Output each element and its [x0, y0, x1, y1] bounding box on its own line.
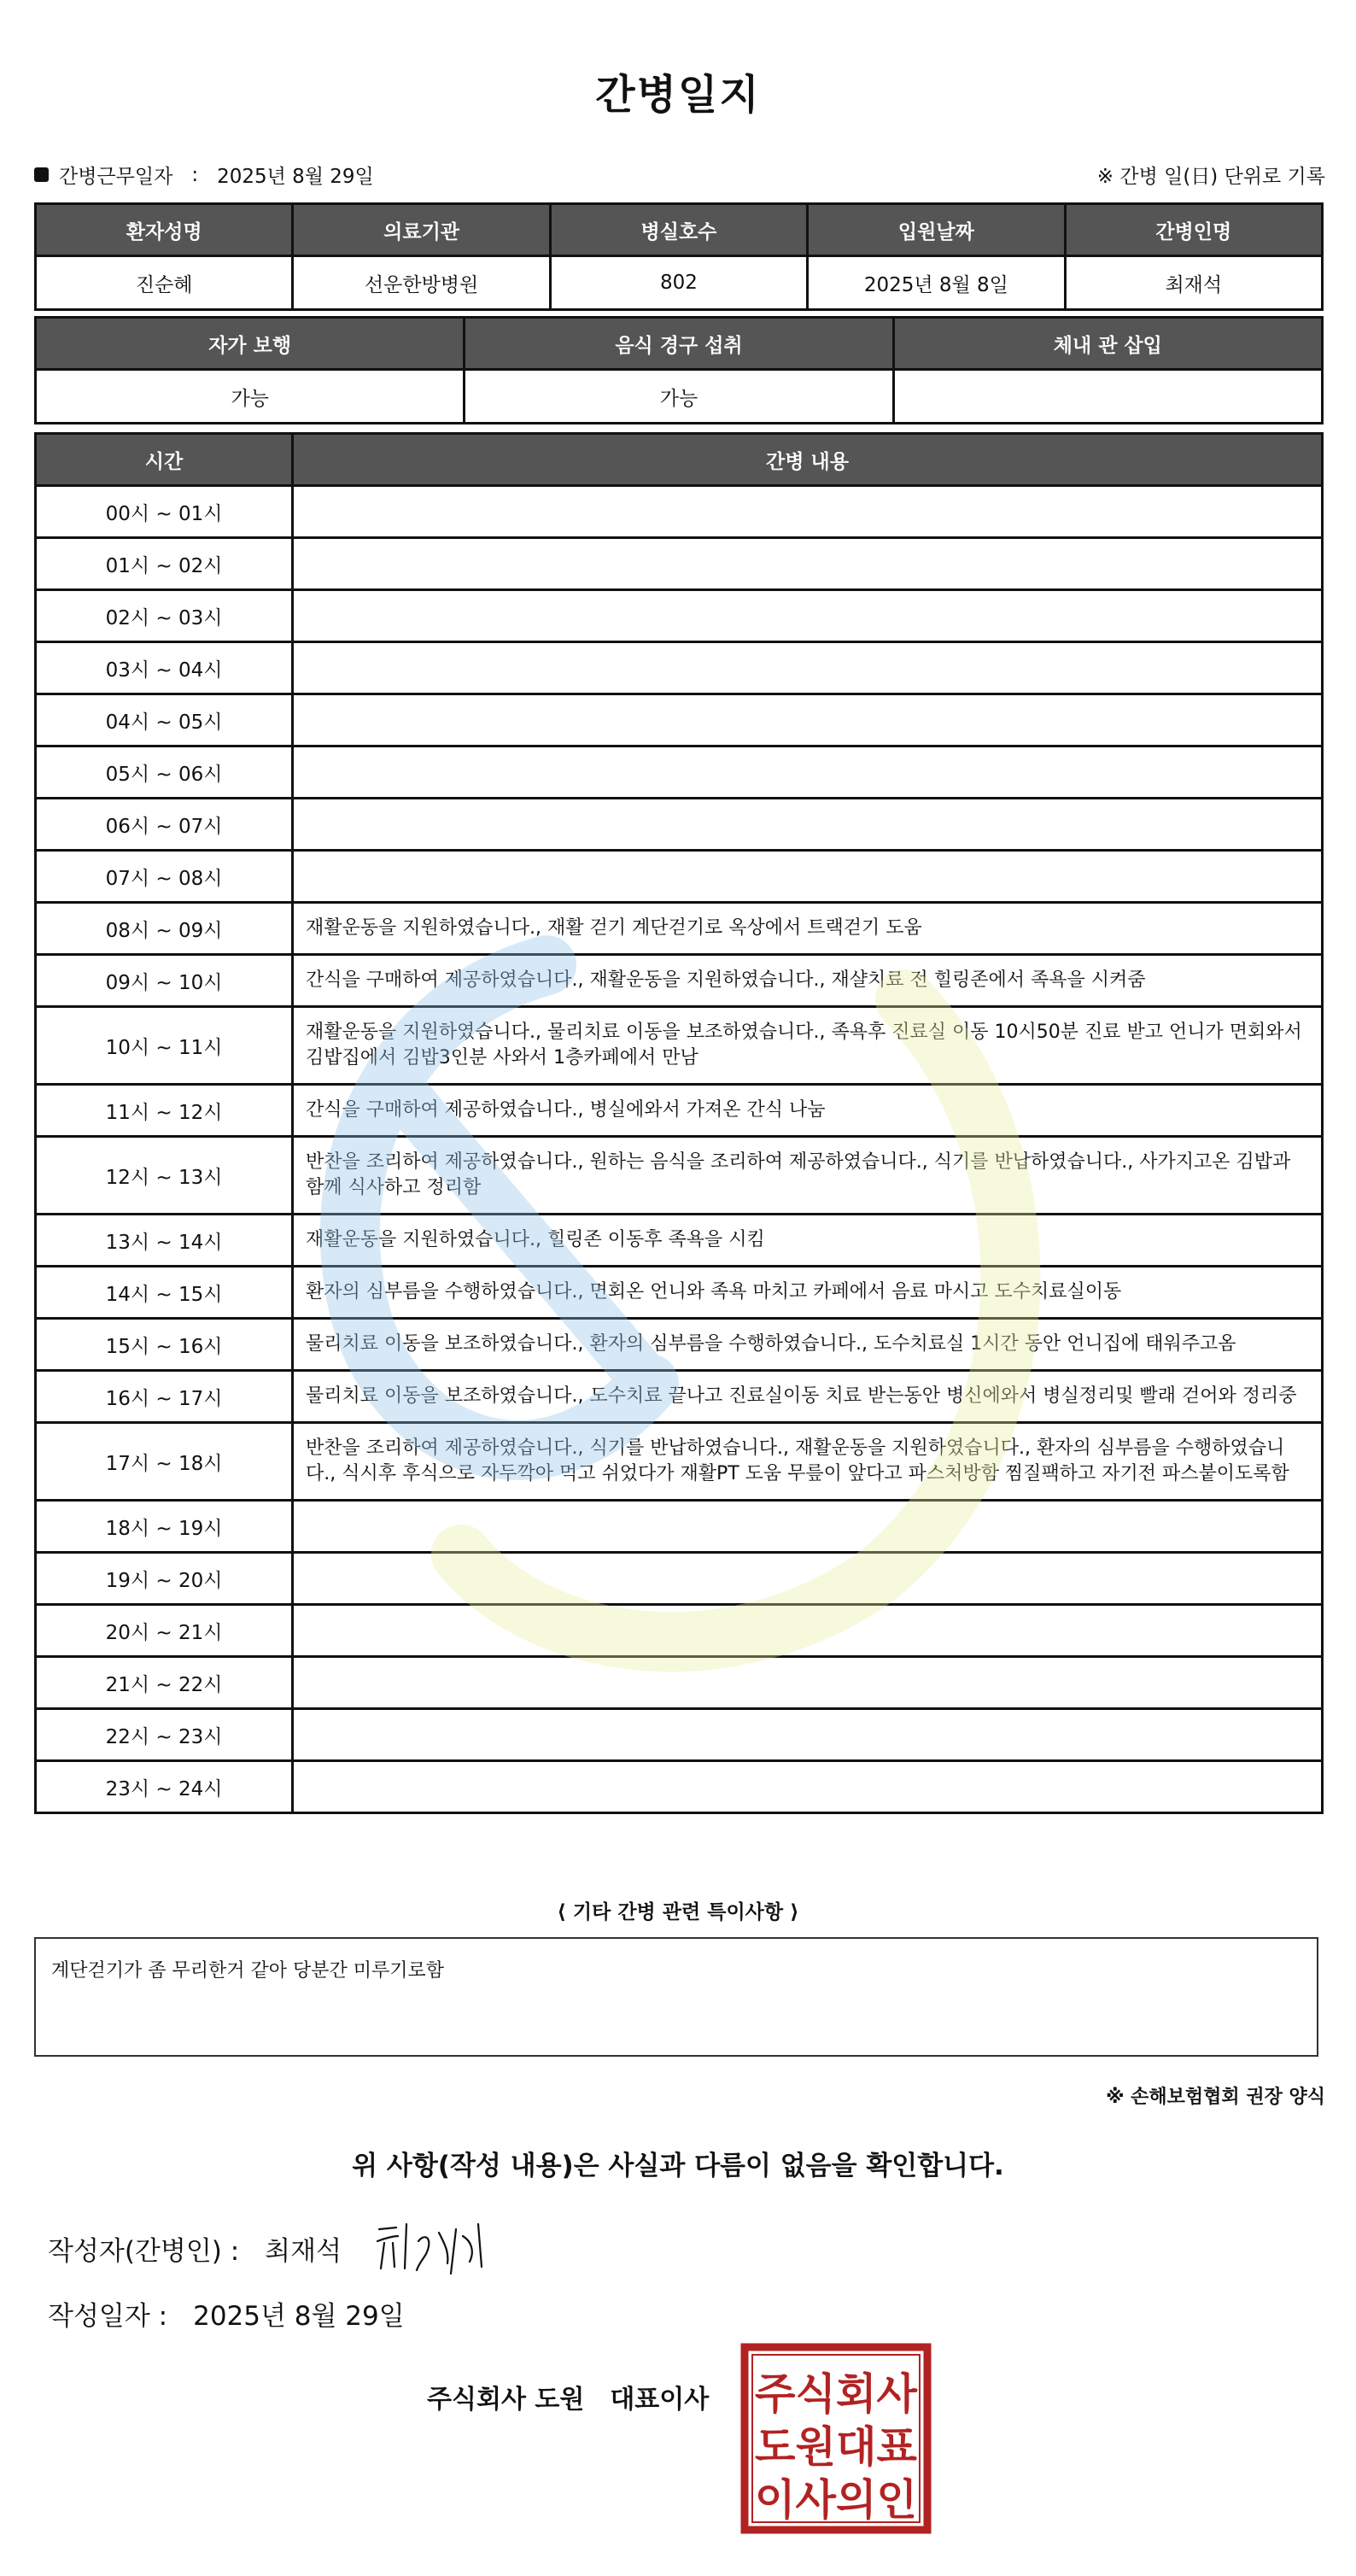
caregiver-name-value: 최재석 — [1065, 256, 1322, 310]
content-cell: 간식을 구매하여 제공하였습니다., 병실에와서 가져온 간식 나눔 — [293, 1085, 1323, 1137]
hospital-header: 의료기관 — [293, 204, 550, 256]
patient-info-table — [34, 202, 1324, 311]
patient-info-value-row — [36, 256, 1323, 310]
time-cell: 04시 ~ 05시 — [36, 694, 293, 746]
writer-label: 작성자(간병인) : — [48, 2236, 240, 2267]
ability-header-row — [36, 318, 1323, 370]
seal-line-3: 이사의인 — [755, 2475, 917, 2525]
ability-value-row — [36, 370, 1323, 424]
confirmation-statement: 위 사항(작성 내용)은 사실과 다름이 없음을 확인합니다. — [352, 2151, 1004, 2181]
content-cell: 반찬을 조리하여 제공하였습니다., 원하는 음식을 조리하여 제공하였습니다., 식기를 반납하였습니다., 사가지고온 김밥과 함께 식사하고 정리함 — [293, 1137, 1323, 1215]
time-cell: 10시 ~ 11시 — [36, 1007, 293, 1085]
table-row — [36, 746, 1323, 799]
time-cell: 22시 ~ 23시 — [36, 1709, 293, 1761]
table-row — [36, 851, 1323, 903]
admission-date-value: 2025년 8월 8일 — [808, 256, 1065, 310]
content-cell — [293, 538, 1323, 590]
content-cell: 물리치료 이동을 보조하였습니다., 환자의 심부름을 수행하였습니다., 도수치료실 1시간 동안 언니집에 태워주고옴 — [293, 1319, 1323, 1371]
table-row — [36, 1605, 1323, 1657]
content-cell: 재활운동을 지원하였습니다., 물리치료 이동을 보조하였습니다., 족욕후 진료실 이동 10시50분 진료 받고 언니가 면회와서 김밥집에서 김밥3인분 사와서 1층카페에서 만남 — [293, 1007, 1323, 1085]
time-cell: 21시 ~ 22시 — [36, 1657, 293, 1709]
time-cell: 06시 ~ 07시 — [36, 799, 293, 851]
table-row — [36, 1761, 1323, 1813]
time-cell: 19시 ~ 20시 — [36, 1553, 293, 1605]
table-row — [36, 1423, 1323, 1501]
seal-line-2: 도원대표 — [755, 2422, 918, 2472]
time-header: 시간 — [36, 434, 293, 486]
daily-record-note: ※ 간병 일(日) 단위로 기록 — [1096, 166, 1325, 188]
writer-row — [48, 2229, 342, 2268]
table-row — [36, 1007, 1323, 1085]
time-cell: 11시 ~ 12시 — [36, 1085, 293, 1137]
company-seal-stamp — [739, 2342, 932, 2535]
content-cell — [293, 1605, 1323, 1657]
content-cell — [293, 1761, 1323, 1813]
table-row — [36, 799, 1323, 851]
table-row — [36, 1553, 1323, 1605]
content-cell: 물리치료 이동을 보조하였습니다., 도수치료 끝나고 진료실이동 치료 받는동안 병신에와서 병실정리및 빨래 걷어와 정리중 — [293, 1371, 1323, 1423]
write-date-value: 2025년 8월 29일 — [193, 2301, 405, 2332]
table-row — [36, 955, 1323, 1007]
special-notes-box: 계단걷기가 좀 무리한거 같아 당분간 미루기로함 — [34, 1937, 1318, 2057]
work-date-colon: : — [191, 163, 199, 186]
self-walking-value: 가능 — [36, 370, 465, 424]
content-cell — [293, 590, 1323, 642]
work-date-label: 간병근무일자 — [59, 166, 173, 188]
work-date-value: 2025년 8월 29일 — [217, 166, 374, 188]
write-date-label: 작성일자 : — [48, 2301, 168, 2332]
time-cell: 17시 ~ 18시 — [36, 1423, 293, 1501]
insurance-form-note: ※ 손해보험협회 권장 양식 — [1106, 2087, 1325, 2108]
write-date-row — [48, 2294, 405, 2333]
ceo-label: 대표이사 — [610, 2385, 710, 2415]
content-cell — [293, 746, 1323, 799]
time-cell: 08시 ~ 09시 — [36, 903, 293, 955]
time-cell: 09시 ~ 10시 — [36, 955, 293, 1007]
content-cell — [293, 1553, 1323, 1605]
content-cell — [293, 1501, 1323, 1553]
writer-name: 최재석 — [265, 2236, 342, 2267]
care-log-table — [34, 432, 1324, 1814]
content-cell — [293, 694, 1323, 746]
content-cell — [293, 1709, 1323, 1761]
tube-insertion-value — [893, 370, 1322, 424]
table-row — [36, 1501, 1323, 1553]
time-cell: 13시 ~ 14시 — [36, 1215, 293, 1267]
content-cell: 재활운동을 지원하였습니다., 힐링존 이동후 족욕을 시킴 — [293, 1215, 1323, 1267]
self-walking-header: 자가 보행 — [36, 318, 465, 370]
time-cell: 15시 ~ 16시 — [36, 1319, 293, 1371]
hospital-value: 선운한방병원 — [293, 256, 550, 310]
table-row — [36, 1215, 1323, 1267]
time-cell: 02시 ~ 03시 — [36, 590, 293, 642]
patient-info-header-row — [36, 204, 1323, 256]
oral-intake-header: 음식 경구 섭취 — [465, 318, 893, 370]
table-row — [36, 1137, 1323, 1215]
time-cell: 16시 ~ 17시 — [36, 1371, 293, 1423]
caregiver-name-header: 간병인명 — [1065, 204, 1322, 256]
table-row — [36, 538, 1323, 590]
time-cell: 07시 ~ 08시 — [36, 851, 293, 903]
care-log-header-row — [36, 434, 1323, 486]
bullet-square-icon — [34, 167, 49, 182]
content-cell: 반찬을 조리하여 제공하였습니다., 식기를 반납하였습니다., 재활운동을 지원하였습니다., 환자의 심부름을 수행하였습니다., 식시후 후식으로 자두깍아 먹고 쉬었다가 재활PT 도움 무릎이 앞다고 파스처방함 찜질팩하고 자기전 파스붙이도록함 — [293, 1423, 1323, 1501]
content-cell — [293, 799, 1323, 851]
time-cell: 12시 ~ 13시 — [36, 1137, 293, 1215]
table-row — [36, 1709, 1323, 1761]
care-content-header: 간병 내용 — [293, 434, 1323, 486]
content-cell — [293, 851, 1323, 903]
content-cell — [293, 486, 1323, 538]
page-title: 간병일지 — [595, 71, 761, 119]
patient-name-value: 진순혜 — [36, 256, 293, 310]
table-row — [36, 1371, 1323, 1423]
table-row — [36, 486, 1323, 538]
oral-intake-value: 가능 — [465, 370, 893, 424]
content-cell: 재활운동을 지원하였습니다., 재활 걷기 계단걷기로 옥상에서 트랙걷기 도움 — [293, 903, 1323, 955]
time-cell: 01시 ~ 02시 — [36, 538, 293, 590]
table-row — [36, 1085, 1323, 1137]
tube-insertion-header: 체내 관 삽입 — [893, 318, 1322, 370]
room-number-value: 802 — [550, 256, 807, 310]
handwritten-signature — [367, 2217, 504, 2286]
company-row — [427, 2378, 709, 2415]
special-notes-title: ⟨ 기타 간병 관련 특이사항 ⟩ — [557, 1901, 799, 1923]
table-row — [36, 694, 1323, 746]
content-cell — [293, 642, 1323, 694]
patient-ability-table — [34, 316, 1324, 424]
table-row — [36, 903, 1323, 955]
table-row — [36, 1267, 1323, 1319]
patient-name-header: 환자성명 — [36, 204, 293, 256]
content-cell: 환자의 심부름을 수행하였습니다., 면회온 언니와 족욕 마치고 카페에서 음료 마시고 도수치료실이동 — [293, 1267, 1323, 1319]
work-date-row — [34, 161, 374, 189]
time-cell: 14시 ~ 15시 — [36, 1267, 293, 1319]
time-cell: 18시 ~ 19시 — [36, 1501, 293, 1553]
time-cell: 23시 ~ 24시 — [36, 1761, 293, 1813]
content-cell — [293, 1657, 1323, 1709]
company-name: 주식회사 도원 — [427, 2385, 585, 2415]
time-cell: 20시 ~ 21시 — [36, 1605, 293, 1657]
table-row — [36, 1319, 1323, 1371]
table-row — [36, 590, 1323, 642]
room-number-header: 병실호수 — [550, 204, 807, 256]
time-cell: 05시 ~ 06시 — [36, 746, 293, 799]
table-row — [36, 1657, 1323, 1709]
time-cell: 03시 ~ 04시 — [36, 642, 293, 694]
time-cell: 00시 ~ 01시 — [36, 486, 293, 538]
admission-date-header: 입원날짜 — [808, 204, 1065, 256]
content-cell: 간식을 구매하여 제공하였습니다., 재활운동을 지원하였습니다., 재샬치료 전 힐링존에서 족욕을 시켜줌 — [293, 955, 1323, 1007]
table-row — [36, 642, 1323, 694]
seal-line-1: 주식회사 — [755, 2369, 918, 2419]
